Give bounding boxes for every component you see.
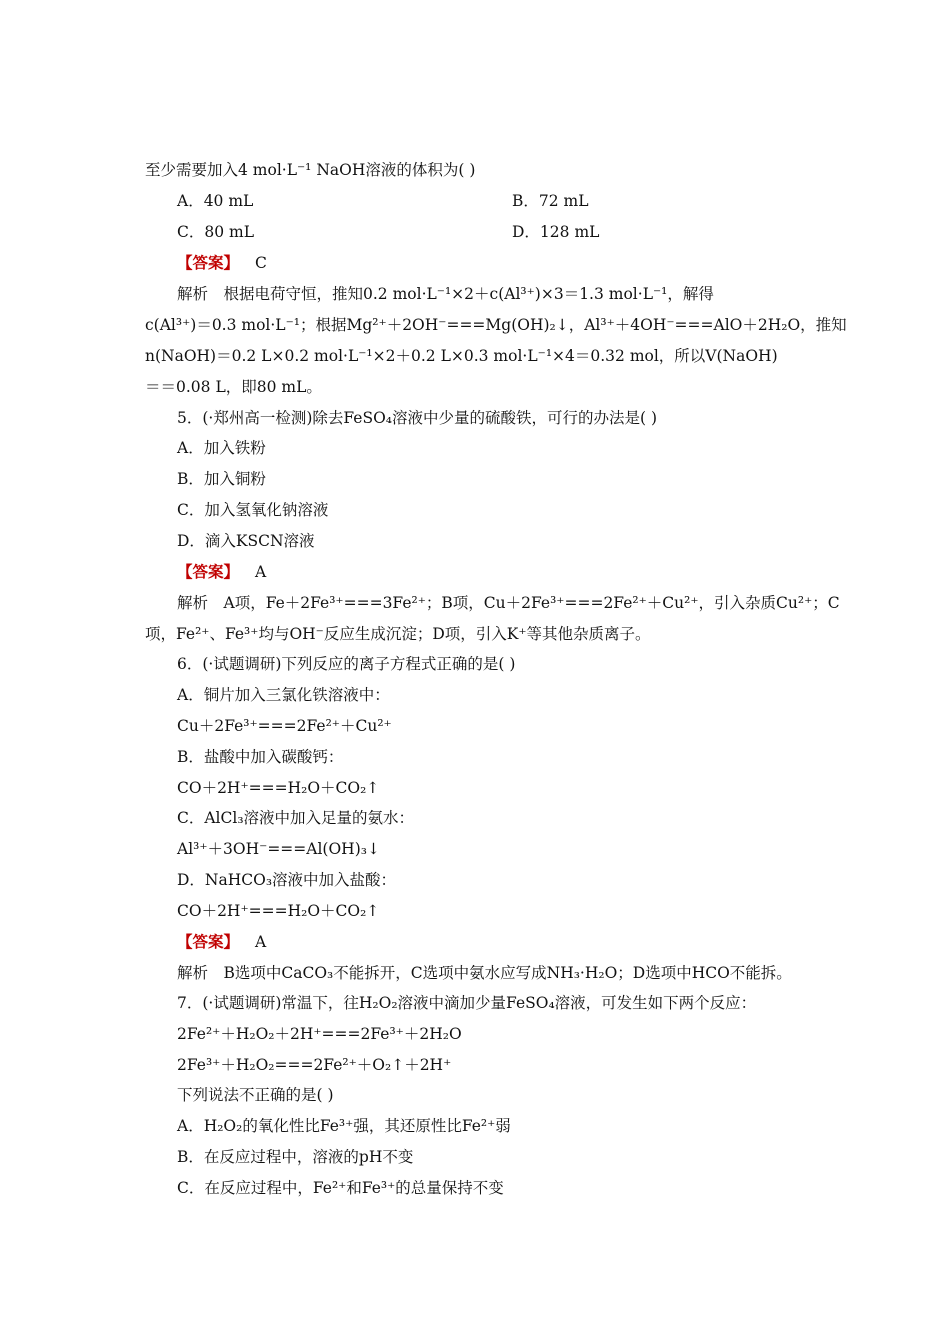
q6-answer: A xyxy=(255,933,267,951)
q5-answer-row xyxy=(177,562,266,582)
q7-stem: 7．(·试题调研)常温下，往H₂O₂溶液中滴加少量FeSO₄溶液，可发生如下两个反应： xyxy=(177,994,757,1012)
q4-option-d: D．128 mL xyxy=(512,223,600,241)
q7-option-a: A．H₂O₂的氧化性比Fe³⁺强，其还原性比Fe²⁺弱 xyxy=(177,1117,511,1135)
q5-option-a: A．加入铁粉 xyxy=(177,439,266,457)
q6-answer-row xyxy=(177,932,266,952)
q6-option-d: D．NaHCO₃溶液中加入盐酸： xyxy=(177,871,397,889)
q6-analysis: 解析 B选项中CaCO₃不能拆开，C选项中氨水应写成NH₃·H₂O；D选项中HCO不能拆。 xyxy=(177,964,792,982)
q4-answer: C xyxy=(255,254,267,272)
q7-reaction-2: 2Fe³⁺＋H₂O₂===2Fe²⁺＋O₂↑＋2H⁺ xyxy=(177,1056,452,1074)
q4-option-c: C．80 mL xyxy=(177,223,255,241)
q6-option-b: B．盐酸中加入碳酸钙： xyxy=(177,748,344,766)
q4-analysis-line-4: ＝＝0.08 L，即80 mL。 xyxy=(145,378,322,396)
q5-answer: A xyxy=(255,563,267,581)
q4-answer-row xyxy=(177,253,267,273)
q4-analysis-line-3: n(NaOH)＝0.2 L×0.2 mol·L⁻¹×2＋0.2 L×0.3 mol·L⁻¹×4＝0.32 mol，所以V(NaOH) xyxy=(145,347,778,365)
q5-answer-tag: 【答案】 xyxy=(177,562,240,581)
q6-answer-tag: 【答案】 xyxy=(177,932,240,951)
q4-analysis-line-2: c(Al³⁺)＝0.3 mol·L⁻¹；根据Mg²⁺＋2OH⁻===Mg(OH)₂↓，Al³⁺＋4OH⁻===AlO＋2H₂O，推知 xyxy=(145,316,847,334)
q6-equation-c: Al³⁺＋3OH⁻===Al(OH)₃↓ xyxy=(177,840,380,858)
q4-analysis-line-1: 解析 根据电荷守恒，推知0.2 mol·L⁻¹×2＋c(Al³⁺)×3＝1.3 mol·L⁻¹，解得 xyxy=(177,285,714,303)
q5-option-b: B．加入铜粉 xyxy=(177,470,266,488)
q7-question: 下列说法不正确的是( ) xyxy=(177,1086,334,1104)
q4-stem-tail: 至少需要加入4 mol·L⁻¹ NaOH溶液的体积为( ) xyxy=(145,161,476,179)
q5-option-d: D．滴入KSCN溶液 xyxy=(177,532,315,550)
q4-option-a: A．40 mL xyxy=(177,192,254,210)
q4-answer-tag: 【答案】 xyxy=(177,253,240,272)
q5-analysis-line-2: 项，Fe²⁺、Fe³⁺均与OH⁻反应生成沉淀；D项，引入K⁺等其他杂质离子。 xyxy=(145,625,651,643)
q5-analysis-line-1: 解析 A项，Fe＋2Fe³⁺===3Fe²⁺；B项，Cu＋2Fe³⁺===2Fe²⁺＋Cu²⁺，引入杂质Cu²⁺；C xyxy=(177,594,840,612)
q6-equation-d: CO＋2H⁺===H₂O＋CO₂↑ xyxy=(177,902,380,920)
q7-option-b: B．在反应过程中，溶液的pH不变 xyxy=(177,1148,414,1166)
q6-option-a: A．铜片加入三氯化铁溶液中： xyxy=(177,686,390,704)
q6-equation-a: Cu＋2Fe³⁺===2Fe²⁺＋Cu²⁺ xyxy=(177,717,392,735)
q6-stem: 6．(·试题调研)下列反应的离子方程式正确的是( ) xyxy=(177,655,516,673)
q5-stem: 5．(·郑州高一检测)除去FeSO₄溶液中少量的硫酸铁，可行的办法是( ) xyxy=(177,409,658,427)
q7-reaction-1: 2Fe²⁺＋H₂O₂＋2H⁺===2Fe³⁺＋2H₂O xyxy=(177,1025,462,1043)
q6-option-c: C．AlCl₃溶液中加入足量的氨水： xyxy=(177,809,415,827)
q7-option-c: C．在反应过程中，Fe²⁺和Fe³⁺的总量保持不变 xyxy=(177,1179,504,1197)
q6-equation-b: CO＋2H⁺===H₂O＋CO₂↑ xyxy=(177,779,380,797)
q5-option-c: C．加入氢氧化钠溶液 xyxy=(177,501,329,519)
q4-option-b: B．72 mL xyxy=(512,192,589,210)
